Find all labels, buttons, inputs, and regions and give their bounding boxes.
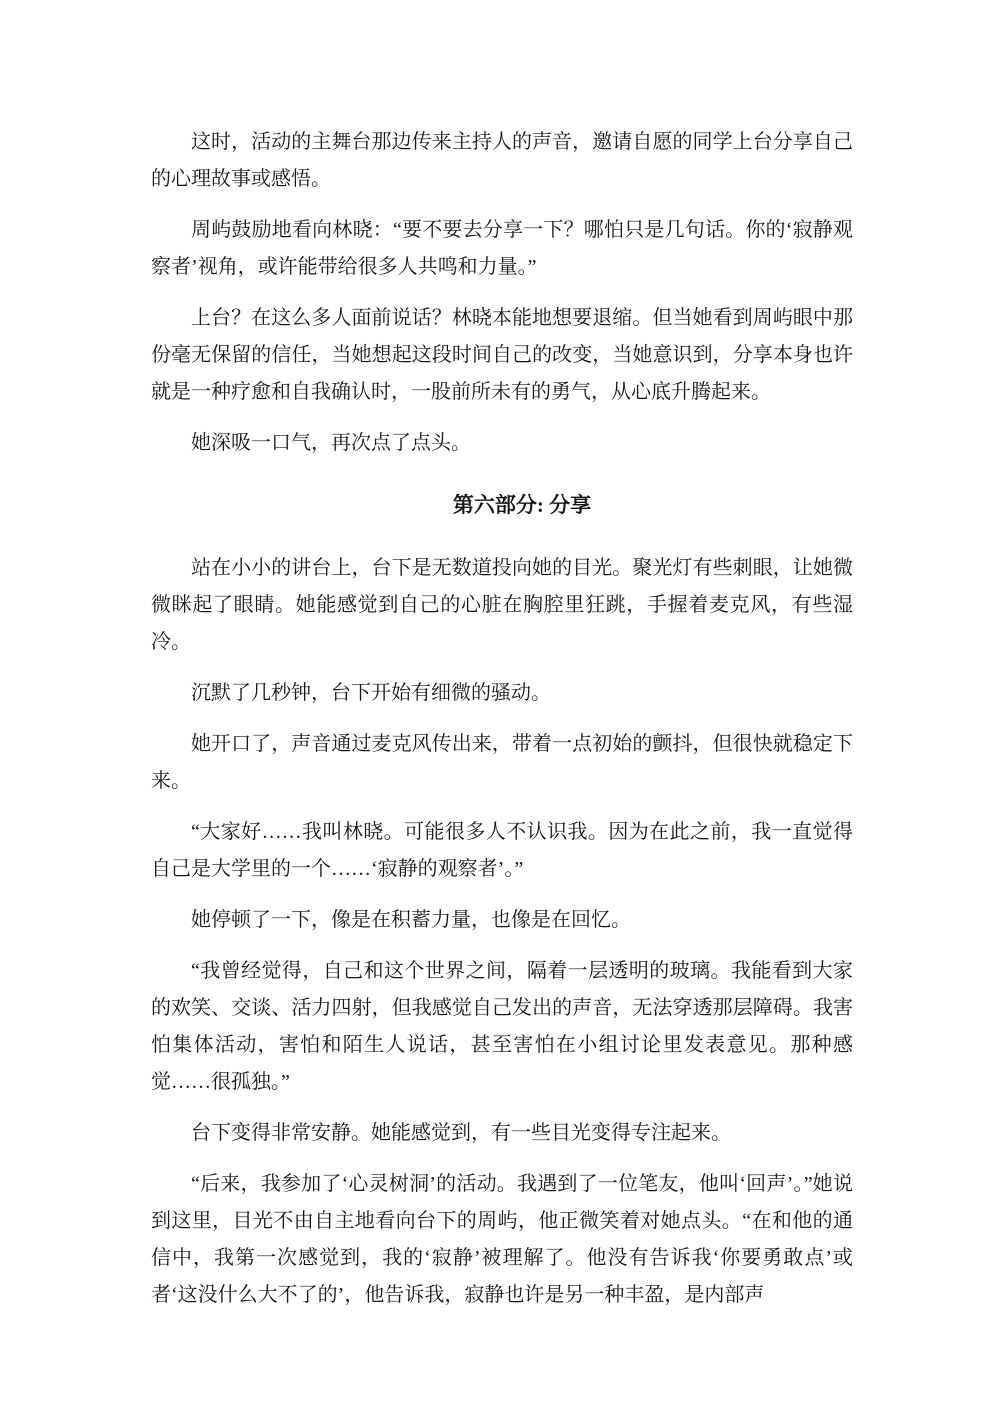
- body-paragraph: 她停顿了一下，像是在积蓄力量，也像是在回忆。: [191, 909, 631, 931]
- section-heading: 第六部分: 分享: [452, 493, 592, 517]
- body-paragraph: 上台？在这么多人面前说话？林晓本能地想要退缩。但当她看到周屿眼中那份毫无保留的信任，当她想起这段时间自己的改变，当她意识到，分享本身也许就是一种疗愈和自我确认时，一股前所未有的勇气，从心底升腾起来。: [151, 307, 853, 403]
- body-paragraph: 她深吸一口气，再次点了点头。: [191, 432, 471, 454]
- body-paragraph: “后来，我参加了‘心灵树洞’的活动。我遇到了一位笔友，他叫‘回声’。”她说到这里，目光不由自主地看向台下的周屿，他正微笑着对她点头。“在和他的通信中，我第一次感觉到，我的‘寂静’被理解了。他没有告诉我‘你要勇敢点’或者‘这没什么大不了的’，他告诉我，寂静也许是另一种丰盈，是内部声: [151, 1173, 853, 1306]
- body-paragraph: 站在小小的讲台上，台下是无数道投向她的目光。聚光灯有些刺眼，让她微微眯起了眼睛。她能感觉到自己的心脏在胸腔里狂跳，手握着麦克风，有些湿冷。: [151, 557, 853, 653]
- body-paragraph: 沉默了几秒钟，台下开始有细微的骚动。: [191, 682, 551, 704]
- body-paragraph: “我曾经觉得，自己和这个世界之间，隔着一层透明的玻璃。我能看到大家的欢笑、交谈、活力四射，但我感觉自己发出的声音，无法穿透那层障碍。我害怕集体活动，害怕和陌生人说话，甚至害怕在小组讨论里发表意见。那种感觉……很孤独。”: [151, 960, 853, 1093]
- body-paragraph: “大家好……我叫林晓。可能很多人不认识我。因为在此之前，我一直觉得自己是大学里的一个……‘寂静的观察者’。”: [151, 821, 853, 880]
- body-paragraph: 台下变得非常安静。她能感觉到，有一些目光变得专注起来。: [191, 1122, 731, 1144]
- body-paragraph: 她开口了，声音通过麦克风传出来，带着一点初始的颤抖，但很快就稳定下来。: [151, 733, 853, 792]
- document-body: [151, 124, 853, 1328]
- body-paragraph: 这时，活动的主舞台那边传来主持人的声音，邀请自愿的同学上台分享自己的心理故事或感悟。: [151, 131, 853, 190]
- body-paragraph: 周屿鼓励地看向林晓：“要不要去分享一下？哪怕只是几句话。你的‘寂静观察者’视角，或许能带给很多人共鸣和力量。”: [151, 219, 853, 278]
